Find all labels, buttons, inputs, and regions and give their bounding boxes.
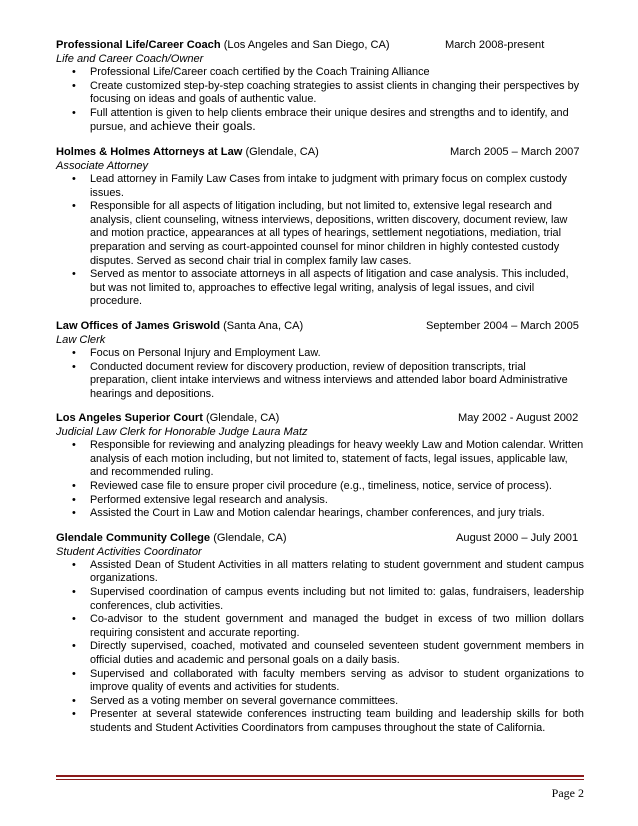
job-dates: September 2004 – March 2005 — [426, 319, 579, 332]
bullet-item: • Assisted the Court in Law and Motion calendar hearings, chamber conferences, and jury trials. — [56, 507, 584, 521]
bullet-item: • Served as mentor to associate attorneys in all aspects of litigation and case analysis. This included, but was not limited to, approaches to effective legal writing, analysis of legal issues, and civil procedure. — [56, 268, 584, 309]
job-entry — [56, 531, 584, 736]
employer-location: (Glendale, CA) — [210, 531, 287, 544]
page-number: Page 2 — [551, 786, 584, 800]
bullet-text-large: hieve their goals. — [162, 119, 256, 134]
bullet-item: • Create customized step-by-step coaching strategies to assist clients in changing their perspectives by focusing on ideas and goals of authentic value. — [56, 80, 584, 107]
job-entry — [56, 319, 584, 401]
bullet-item: • Supervised coordination of campus events including but not limited to: galas, fundraisers, leadership conferences, club activities. — [56, 586, 584, 613]
bullet-item: • Assisted Dean of Student Activities in all matters relating to student government and student campus organizations. — [56, 559, 584, 586]
bullet-list — [56, 559, 584, 736]
job-entry — [56, 411, 584, 521]
employer-location: (Glendale, CA) — [202, 412, 280, 425]
job-dates: May 2002 - August 2002 — [458, 412, 579, 425]
bullet-item: • Served as a voting member on several governance committees. — [56, 695, 584, 709]
job-dates: March 2005 – March 2007 — [450, 145, 580, 158]
bullet-text: Full attention is given to help clients embrace their unique desires and strengths and to identify, and pursue, and ac — [90, 106, 569, 134]
job-dates: March 2008-present — [445, 39, 545, 51]
employer-location: (Glendale, CA) — [242, 145, 319, 158]
bullet-item: • Reviewed case file to ensure proper civil procedure (e.g., timeliness, notice, service of process). — [56, 480, 584, 494]
bullet-item: • Conducted document review for discovery production, review of deposition transcripts, trial preparation, client intake interviews and witness interviews and attended labor board Administrative hearings and depositions. — [56, 361, 584, 402]
bullet-item: • Focus on Personal Injury and Employment Law. — [56, 347, 584, 361]
bullet-list — [56, 439, 584, 521]
bullet-list — [56, 347, 584, 401]
employer-name: Holmes & Holmes Attorneys at Law — [56, 145, 243, 158]
job-title: Associate Attorney — [56, 159, 149, 172]
employer-name: Glendale Community College — [56, 531, 211, 544]
job-title: Law Clerk — [56, 333, 106, 346]
job-header — [56, 145, 584, 159]
footer-rule-thin — [56, 779, 584, 780]
job-header — [56, 38, 584, 52]
employer-location: (Santa Ana, CA) — [220, 319, 304, 332]
bullet-list — [56, 66, 584, 135]
footer-rule — [56, 775, 584, 777]
bullet-list — [56, 173, 584, 309]
bullet-item: • Performed extensive legal research and analysis. — [56, 494, 584, 508]
job-entry — [56, 38, 584, 135]
bullet-item: • Responsible for reviewing and analyzing pleadings for heavy weekly Law and Motion calendar. Written analysis of each motion including, but not limited to, statement of facts, legal issues, applicable law, and recommended ruling. — [56, 439, 584, 480]
bullet-item: • Professional Life/Career coach certified by the Coach Training Alliance — [56, 66, 584, 80]
bullet-item: • Responsible for all aspects of litigation including, but not limited to, extensive legal research and analysis, client counseling, witness interviews, depositions, written discovery, document review, law and motion practice, appearances at all types of hearings, settlement negotiations, mediation, trial preparation and serving as court-appointed counsel for minor children in highly contested custody disputes. Served as second chair trial in complex family law cases. — [56, 200, 584, 268]
job-title: Life and Career Coach/Owner — [56, 53, 204, 65]
job-header — [56, 531, 584, 545]
job-dates: August 2000 – July 2001 — [456, 531, 579, 544]
employer-name: Professional Life/Career Coach — [56, 39, 221, 51]
job-entry — [56, 145, 584, 309]
bullet-item: • Directly supervised, coached, motivated and counseled seventeen student government members in official duties and academic and personal goals on a daily basis. — [56, 640, 584, 667]
job-title: Student Activities Coordinator — [56, 545, 202, 558]
job-title: Judicial Law Clerk for Honorable Judge Laura Matz — [56, 426, 308, 439]
bullet-item: • Presenter at several statewide conferences instructing team building and leadership skills for both students and Student Activities Coordinators from campuses throughout the state of California. — [56, 708, 584, 735]
job-header — [56, 411, 584, 425]
resume-page — [56, 38, 584, 746]
bullet-item: • Lead attorney in Family Law Cases from intake to judgment with primary focus on complex custody issues. — [56, 173, 584, 200]
job-header — [56, 319, 584, 333]
employer-name: Los Angeles Superior Court — [56, 412, 203, 425]
bullet-item: • Co-advisor to the student government and managed the budget in excess of two million dollars requiring consistent and accurate reporting. — [56, 613, 584, 640]
employer-name: Law Offices of James Griswold — [56, 319, 220, 332]
employer-location: (Los Angeles and San Diego, CA) — [220, 39, 390, 51]
bullet-item: • Supervised and collaborated with faculty members serving as advisor to student organizations to improve quality of events and activities for students. — [56, 668, 584, 695]
bullet-item — [56, 107, 584, 135]
